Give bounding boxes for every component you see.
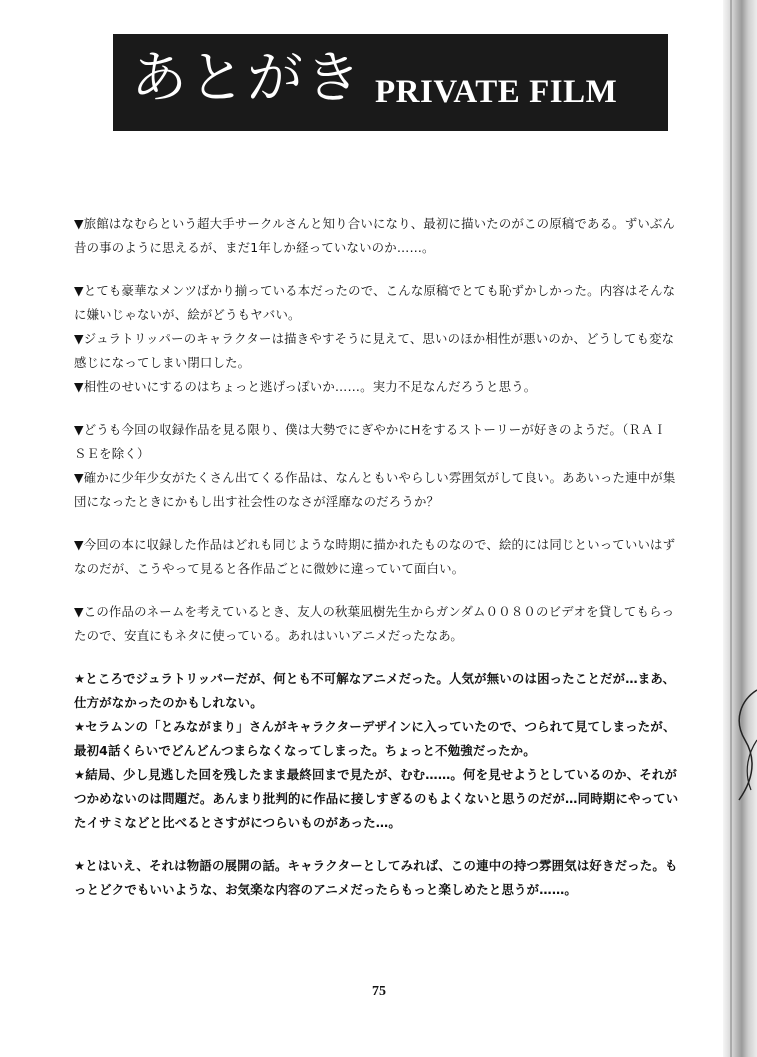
title-english: PRIVATE FILM xyxy=(375,74,618,110)
paragraph xyxy=(74,533,690,581)
paragraph xyxy=(74,212,690,260)
text-line: ★セラムンの「とみながまり」さんがキャラクターデザインに入っていたので、つられて見てしまったが、 xyxy=(74,719,676,734)
text-line: たので、安直にもネタに使っている。あれはいいアニメだったなあ。 xyxy=(74,628,463,643)
text-line: ▼この作品のネームを考えているとき、友人の秋葉凪樹先生からガンダム００８０のビデオを貸してもらっ xyxy=(74,604,675,619)
title-japanese: あとがき xyxy=(131,46,363,111)
page-edge-artwork xyxy=(723,0,757,1057)
paragraph xyxy=(74,600,690,648)
text-line: ＳＥを除く） xyxy=(74,446,150,461)
title-banner xyxy=(113,34,668,131)
text-line: ▼どうも今回の収録作品を見る限り、僕は大勢でにぎやかにHをするストーリーが好きのようだ。（ＲＡＩ xyxy=(74,422,667,437)
text-line: 最初4話くらいでどんどんつまらなくなってしまった。ちょっと不勉強だったか。 xyxy=(74,743,536,758)
paragraph xyxy=(74,279,690,399)
text-line: ★ところでジュラトリッパーだが、何とも不可解なアニメだった。人気が無いのは困ったことだが…まあ、 xyxy=(74,671,676,686)
text-line: ▼相性のせいにするのはちょっと逃げっぽいか……。実力不足なんだろうと思う。 xyxy=(74,379,537,394)
text-line: ★結局、少し見逃した回を残したまま最終回まで見たが、むむ……。何を見せようとしているのか、それが xyxy=(74,767,678,782)
text-line: 仕方がなかったのかもしれない。 xyxy=(74,695,263,710)
text-line: ▼確かに少年少女がたくさん出てくる作品は、なんともいやらしい雰囲気がして良い。ああいった連中が集 xyxy=(74,470,676,485)
text-line: に嫌いじゃないが、絵がどうもヤバい。 xyxy=(74,307,301,322)
afterword-body xyxy=(74,212,690,921)
text-line: 団になったときにかもし出す社会性のなさが淫靡なのだろうか？ xyxy=(74,494,440,509)
page-number: 75 xyxy=(372,984,386,999)
text-line: 昔の事のように思えるが、まだ1年しか経っていないのか……。 xyxy=(74,240,435,255)
text-line: ▼旅館はなむらという超大手サークルさんと知り合いになり、最初に描いたのがこの原稿である。ずいぶん xyxy=(74,216,676,231)
text-line: なのだが、こうやって見ると各作品ごとに微妙に違っていて面白い。 xyxy=(74,561,465,576)
paragraph xyxy=(74,667,690,835)
paragraph xyxy=(74,854,690,902)
paragraph xyxy=(74,418,690,514)
text-line: ★とはいえ、それは物語の展開の話。キャラクターとしてみれば、この連中の持つ雰囲気は好きだった。も xyxy=(74,858,678,873)
text-line: たイサミなどと比べるとさすがにつらいものがあった…。 xyxy=(74,815,401,830)
text-line: っとどクでもいいような、お気楽な内容のアニメだったらもっと楽しめたと思うが……。 xyxy=(74,882,578,897)
text-line: ▼とても豪華なメンツばかり揃っている本だったので、こんな原稿でとても恥ずかしかった。内容はそんな xyxy=(74,283,676,298)
text-line: ▼今回の本に収録した作品はどれも同じような時期に描かれたものなので、絵的には同じといっていいはず xyxy=(74,537,676,552)
book-page-edge xyxy=(723,0,757,1057)
text-line: つかめないのは問題だ。あんまり批判的に作品に接しすぎるのもよくないと思うのだが…同時期にやってい xyxy=(74,791,679,806)
text-line: 感じになってしまい閉口した。 xyxy=(74,355,251,370)
text-line: ▼ジュラトリッパーのキャラクターは描きやすそうに見えて、思いのほか相性が悪いのか、どうしても変な xyxy=(74,331,675,346)
